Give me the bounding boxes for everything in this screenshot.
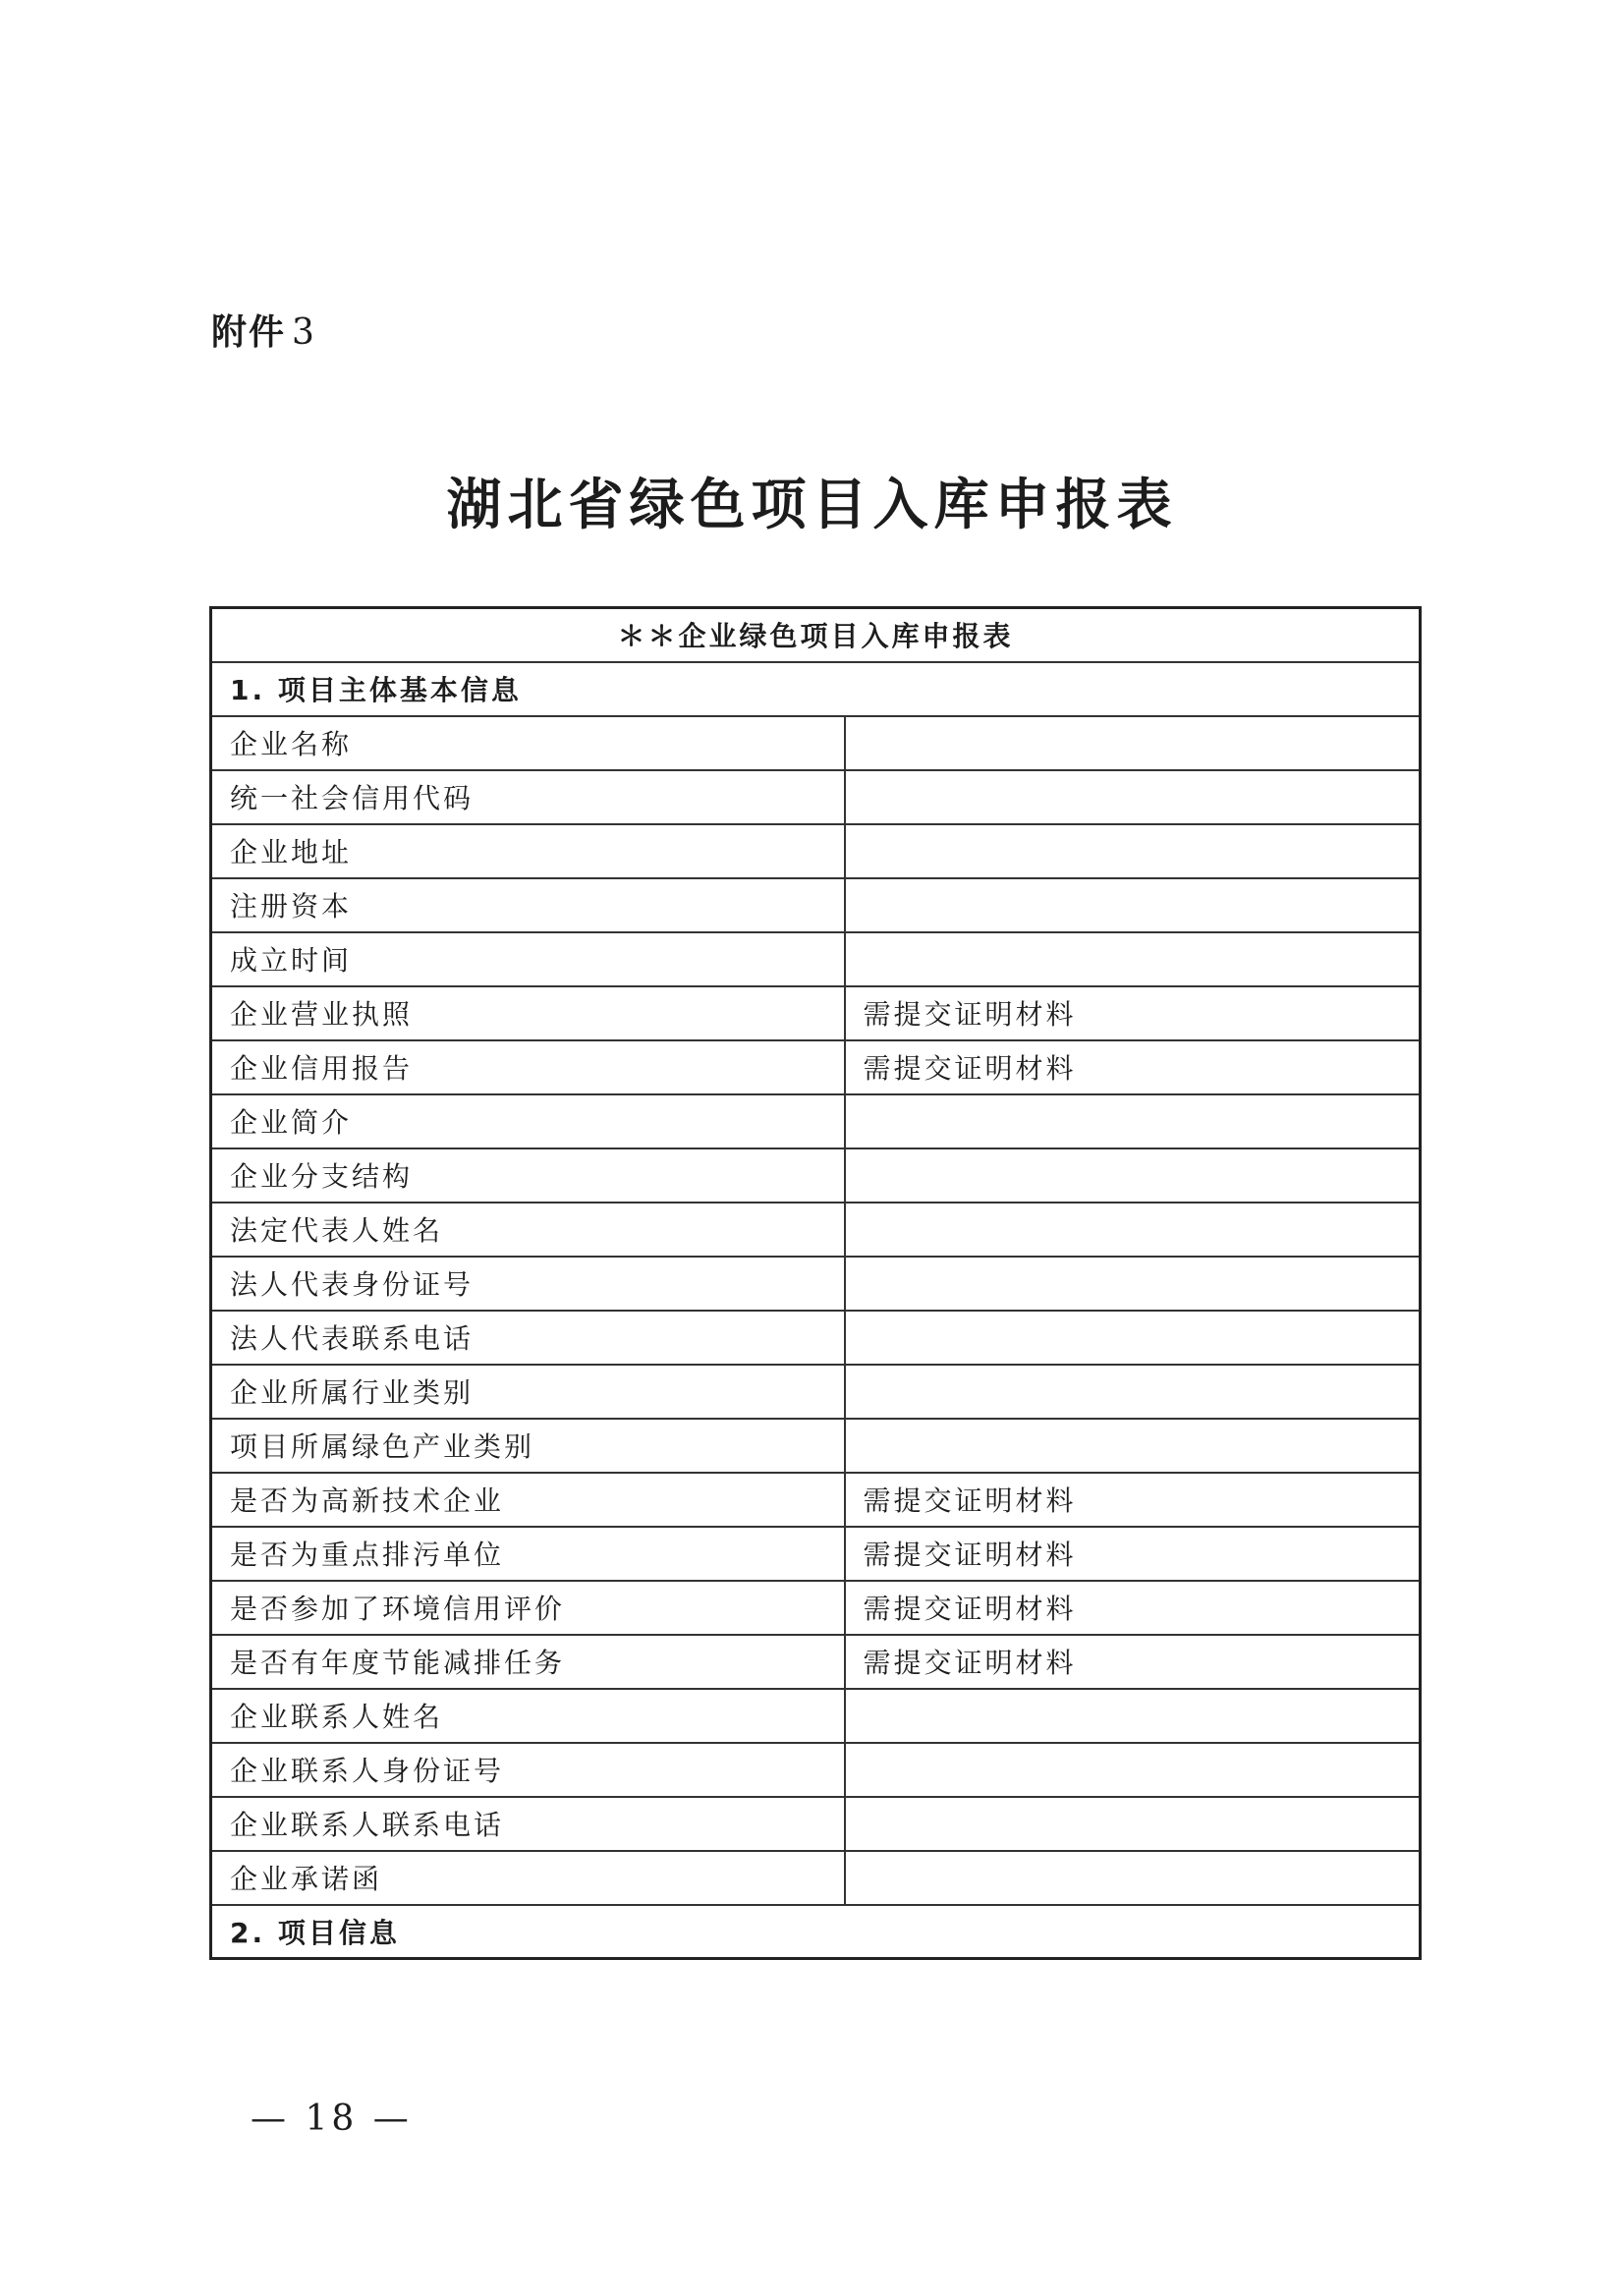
attachment-number: 3 <box>292 312 316 353</box>
field-value[interactable] <box>845 1257 1421 1311</box>
field-value[interactable]: 需提交证明材料 <box>845 1040 1421 1094</box>
field-label: 项目所属绿色产业类别 <box>211 1419 845 1473</box>
table-row <box>211 1148 1421 1203</box>
field-label: 是否参加了环境信用评价 <box>211 1581 845 1635</box>
field-value[interactable] <box>845 1094 1421 1148</box>
table-row <box>211 1419 1421 1473</box>
table-row <box>211 1365 1421 1419</box>
table-row <box>211 1743 1421 1797</box>
section-row <box>211 1905 1421 1959</box>
field-label: 企业分支结构 <box>211 1148 845 1203</box>
document-title: 湖北省绿色项目入库申报表 <box>446 474 1178 537</box>
field-label: 企业信用报告 <box>211 1040 845 1094</box>
table-row <box>211 1581 1421 1635</box>
field-value[interactable] <box>845 1203 1421 1257</box>
field-value[interactable] <box>845 878 1421 932</box>
field-label: 企业联系人身份证号 <box>211 1743 845 1797</box>
table-row <box>211 1311 1421 1365</box>
field-label: 企业营业执照 <box>211 986 845 1040</box>
field-label: 是否有年度节能减排任务 <box>211 1635 845 1689</box>
field-value[interactable] <box>845 1797 1421 1851</box>
field-value[interactable]: 需提交证明材料 <box>845 1635 1421 1689</box>
field-label: 企业联系人姓名 <box>211 1689 845 1743</box>
table-header-row <box>211 608 1421 662</box>
field-value[interactable] <box>845 1419 1421 1473</box>
section-row <box>211 662 1421 716</box>
field-value[interactable] <box>845 1148 1421 1203</box>
field-value[interactable]: 需提交证明材料 <box>845 1527 1421 1581</box>
table-row <box>211 1094 1421 1148</box>
table-row <box>211 1635 1421 1689</box>
field-value[interactable] <box>845 716 1421 770</box>
table-row <box>211 986 1421 1040</box>
field-value[interactable]: 需提交证明材料 <box>845 1473 1421 1527</box>
field-label: 法人代表联系电话 <box>211 1311 845 1365</box>
table-row <box>211 1040 1421 1094</box>
page-number: — 18 — <box>251 2099 413 2139</box>
field-value[interactable] <box>845 1743 1421 1797</box>
attachment-text: 附件 <box>211 312 287 353</box>
field-label: 统一社会信用代码 <box>211 770 845 824</box>
table-row <box>211 716 1421 770</box>
table-row <box>211 1689 1421 1743</box>
field-label: 成立时间 <box>211 932 845 986</box>
attachment-label <box>211 305 316 355</box>
field-label: 企业联系人联系电话 <box>211 1797 845 1851</box>
table-row <box>211 1203 1421 1257</box>
field-value[interactable] <box>845 1689 1421 1743</box>
field-label: 是否为重点排污单位 <box>211 1527 845 1581</box>
table-row <box>211 1257 1421 1311</box>
field-value[interactable] <box>845 932 1421 986</box>
field-label: 企业地址 <box>211 824 845 878</box>
section-2-title: 2. 项目信息 <box>211 1905 1421 1959</box>
table-row <box>211 1527 1421 1581</box>
table-row <box>211 770 1421 824</box>
table-row <box>211 932 1421 986</box>
field-value[interactable]: 需提交证明材料 <box>845 1581 1421 1635</box>
field-label: 企业简介 <box>211 1094 845 1148</box>
field-value[interactable] <box>845 824 1421 878</box>
field-value[interactable] <box>845 1311 1421 1365</box>
table-row <box>211 1851 1421 1905</box>
field-label: 注册资本 <box>211 878 845 932</box>
field-label: 法人代表身份证号 <box>211 1257 845 1311</box>
field-label: 企业所属行业类别 <box>211 1365 845 1419</box>
table-row <box>211 824 1421 878</box>
field-label: 企业承诺函 <box>211 1851 845 1905</box>
field-label: 法定代表人姓名 <box>211 1203 845 1257</box>
field-value[interactable] <box>845 1851 1421 1905</box>
table-row <box>211 878 1421 932</box>
field-label: 是否为高新技术企业 <box>211 1473 845 1527</box>
table-header: ＊＊企业绿色项目入库申报表 <box>211 608 1421 662</box>
section-1-title: 1. 项目主体基本信息 <box>211 662 1421 716</box>
table-row <box>211 1797 1421 1851</box>
application-form-table <box>209 606 1422 1960</box>
field-label: 企业名称 <box>211 716 845 770</box>
field-value[interactable] <box>845 770 1421 824</box>
field-value[interactable]: 需提交证明材料 <box>845 986 1421 1040</box>
table-row <box>211 1473 1421 1527</box>
field-value[interactable] <box>845 1365 1421 1419</box>
